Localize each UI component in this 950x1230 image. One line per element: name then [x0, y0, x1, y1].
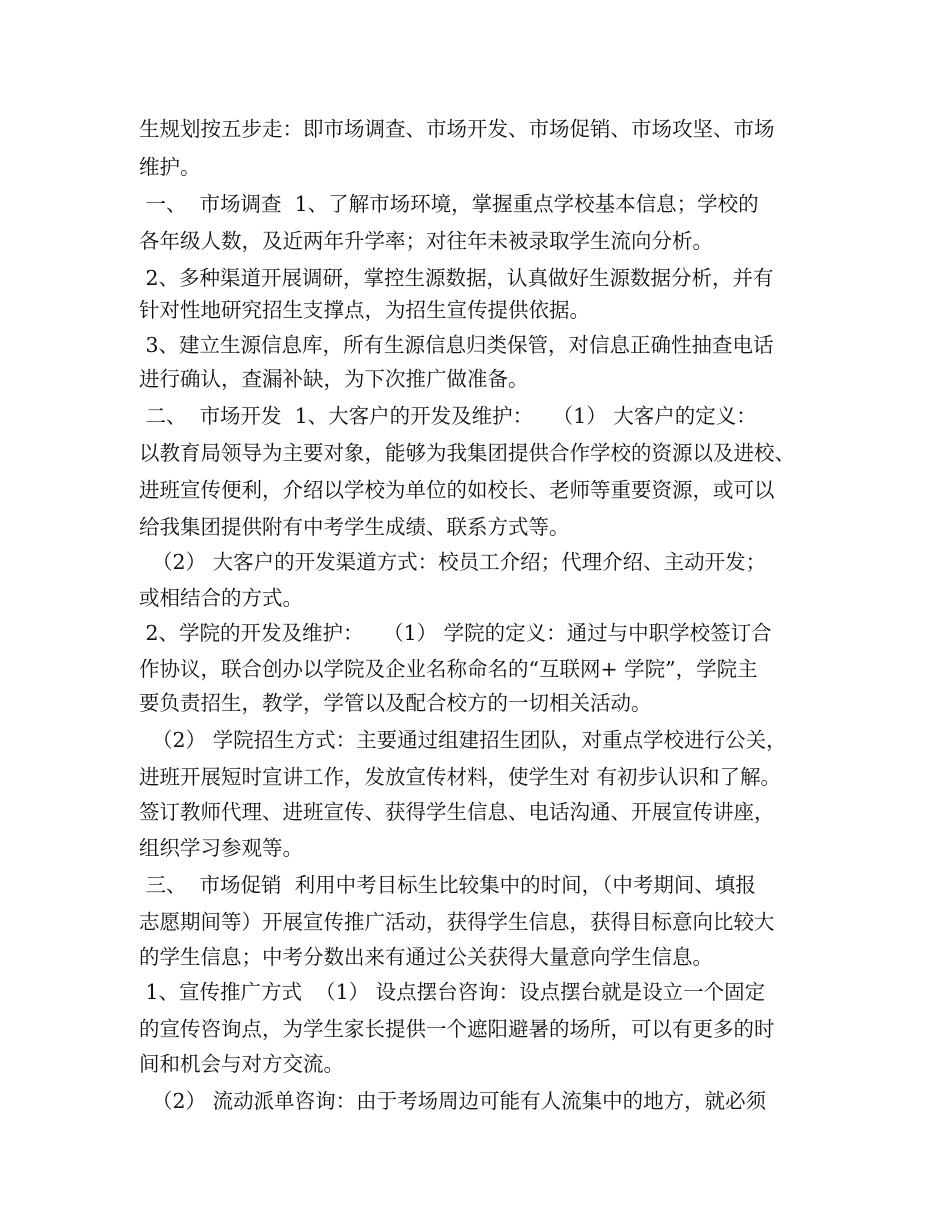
text-line: 2、学院的开发及维护： （1） 学院的定义：通过与中职学校签订合 — [139, 621, 772, 645]
text-line: 三、 市场促销 利用中考目标生比较集中的时间，（中考期间、填报 — [139, 873, 756, 897]
text-line: 的宣传咨询点，为学生家长提供一个遮阳避暑的场所，可以有更多的时 — [139, 1017, 775, 1041]
text-line: 作协议，联合创办以学院及企业名称命名的“互联网+ 学院”，学院主 — [139, 657, 758, 681]
text-line: （2） 流动派单咨询：由于考场周边可能有人流集中的地方，就必须 — [139, 1089, 767, 1113]
text-line: 组织学习参观等。 — [139, 836, 303, 860]
text-line: 要负责招生，教学，学管以及配合校方的一切相关活动。 — [139, 691, 652, 715]
text-line: 2、多种渠道开展调研，掌控生源数据，认真做好生源数据分析，并有 — [139, 266, 774, 290]
text-line: 以教育局领导为主要对象，能够为我集团提供合作学校的资源以及进校、 — [139, 441, 795, 465]
text-line: 1、宣传推广方式 （1） 设点摆台咨询：设点摆台就是设立一个固定 — [139, 980, 766, 1004]
text-line: 的学生信息；中考分数出来有通过公关获得大量意向学生信息。 — [139, 945, 713, 969]
text-line: 生规划按五步走：即市场调查、市场开发、市场促销、市场攻坚、市场 — [139, 117, 775, 141]
text-line: 3、建立生源信息库，所有生源信息归类保管，对信息正确性抽查电话 — [139, 333, 774, 357]
text-line: 进班宣传便利，介绍以学校为单位的如校长、老师等重要资源，或可以 — [139, 478, 775, 502]
text-line: 进班开展短时宣讲工作，发放宣传材料，使学生对 有初步认识和了解。 — [139, 765, 782, 789]
text-line: 维护。 — [139, 155, 201, 179]
text-line: 二、 市场开发 1、大客户的开发及维护： （1） 大客户的定义： — [139, 404, 757, 428]
text-line: （2） 学院招生方式：主要通过组建招生团队，对重点学校进行公关， — [139, 728, 787, 752]
text-line: 志愿期间等）开展宣传推广活动，获得学生信息，获得目标意向比较大 — [139, 910, 775, 934]
text-line: 间和机会与对方交流。 — [139, 1052, 344, 1076]
text-line: 签订教师代理、进班宣传、获得学生信息、电话沟通、开展宣传讲座， — [139, 800, 775, 824]
text-line: 一、 市场调查 1、了解市场环境，掌握重点学校基本信息；学校的 — [139, 192, 759, 216]
text-line: 给我集团提供附有中考学生成绩、联系方式等。 — [139, 515, 570, 539]
text-line: 或相结合的方式。 — [139, 586, 303, 610]
text-line: 各年级人数，及近两年升学率；对往年未被录取学生流向分析。 — [139, 229, 713, 253]
text-line: 进行确认，查漏补缺，为下次推广做准备。 — [139, 367, 529, 391]
text-line: （2） 大客户的开发渠道方式：校员工介绍；代理介绍、主动开发； — [139, 550, 767, 574]
text-line: 针对性地研究招生支撑点，为招生宣传提供依据。 — [139, 298, 590, 322]
